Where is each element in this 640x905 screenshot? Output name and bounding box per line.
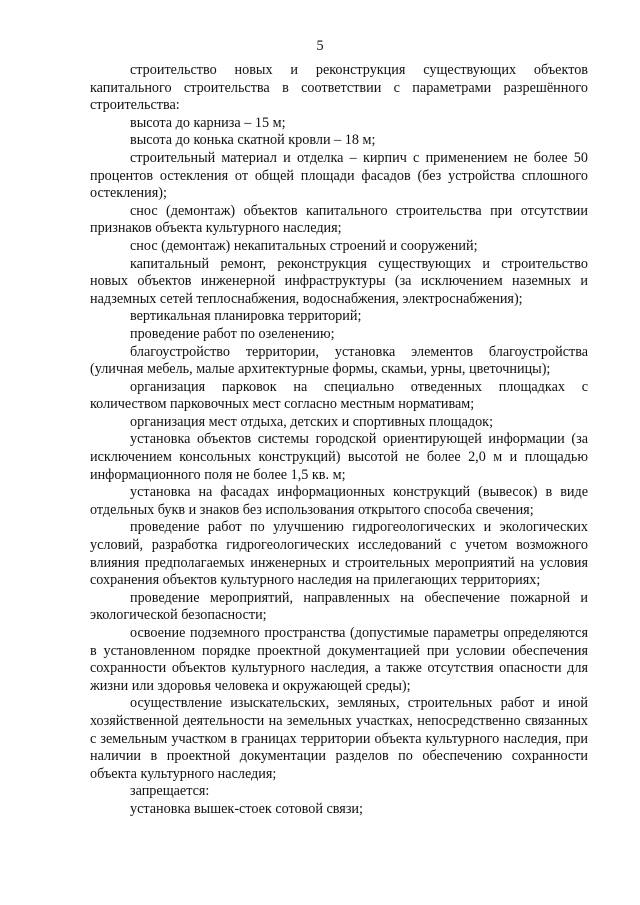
paragraph-landscaping: проведение работ по озеленению; xyxy=(130,325,335,342)
paragraph-engineering-infrastructure: капитальный ремонт, реконструкция существующих и строительство новых объектов инженерной инфраструктуры (за исключением наземных и надземных сетей теплоснабжения, водоснабжения, электроснабжения); xyxy=(90,255,588,307)
paragraph-prohibited-heading: запрещается: xyxy=(130,783,210,800)
paragraph-improvement: благоустройство территории, установка элементов благоустройства (уличная мебель, малые архитектурные формы, скамьи, урны, цветочницы); xyxy=(90,343,588,378)
paragraph-ridge-height: высота до конька скатной кровли – 18 м; xyxy=(130,132,376,149)
paragraph-vertical-planning: вертикальная планировка территорий; xyxy=(130,308,362,325)
paragraph-cornice-height: высота до карниза – 15 м; xyxy=(130,114,286,131)
paragraph-cell-towers: установка вышек-стоек сотовой связи; xyxy=(130,800,363,817)
paragraph-underground-space: освоение подземного пространства (допустимые параметры определяются в установленном порядке проектной документацией при условии обеспечения сохранности объектов культурного наследия, а также отсутствия опасности для жизни или здоровья человека и окружающей среды); xyxy=(90,625,588,694)
document-body xyxy=(90,62,588,819)
paragraph-demolition-noncapital: снос (демонтаж) некапитальных строений и сооружений; xyxy=(130,237,478,254)
paragraph-hydrogeology: проведение работ по улучшению гидрогеологических и экологических условий, разработка гидрогеологических исследований с учетом возможного влияния предполагаемых инженерных и строительных мероприятий на условия сохранения объектов культурного наследия на прилегающих территориях; xyxy=(90,519,588,589)
paragraph-fire-safety: проведение мероприятий, направленных на обеспечение пожарной и экологической безопасности; xyxy=(90,589,588,624)
paragraph-materials: строительный материал и отделка – кирпич с применением не более 50 процентов остекления от общей площади фасадов (без устройства сплошного остекления); xyxy=(90,149,588,202)
page-number: 5 xyxy=(316,38,324,54)
paragraph-demolition-capital: снос (демонтаж) объектов капитального строительства при отсутствии признаков объекта культурного наследия; xyxy=(90,202,588,237)
paragraph-survey-works: осуществление изыскательских, земляных, строительных работ и иной хозяйственной деятельности на земельных участках, непосредственно связанных с земельным участком в границах территории объекта культурного наследия, при наличии в проектной документации разделов по обеспечению сохранности объекта культурного наследия; xyxy=(90,695,588,782)
paragraph-parking: организация парковок на специально отведенных площадках с количеством парковочных мест согласно местным нормативам; xyxy=(90,378,588,413)
paragraph-orientation-info: установка объектов системы городской ориентирующей информации (за исключением консольных конструкций) высотой не более 2,0 м и площадью информационного поля не более 1,5 кв. м; xyxy=(90,431,588,483)
paragraph-recreation-areas: организация мест отдыха, детских и спортивных площадок; xyxy=(130,413,494,430)
paragraph-facade-signs: установка на фасадах информационных конструкций (вывесок) в виде отдельных букв и знаков без использования открытого способа свечения; xyxy=(90,484,588,518)
paragraph-construction: строительство новых и реконструкция существующих объектов капитального строительства в соответствии с параметрами разрешённого строительства: xyxy=(90,62,588,114)
